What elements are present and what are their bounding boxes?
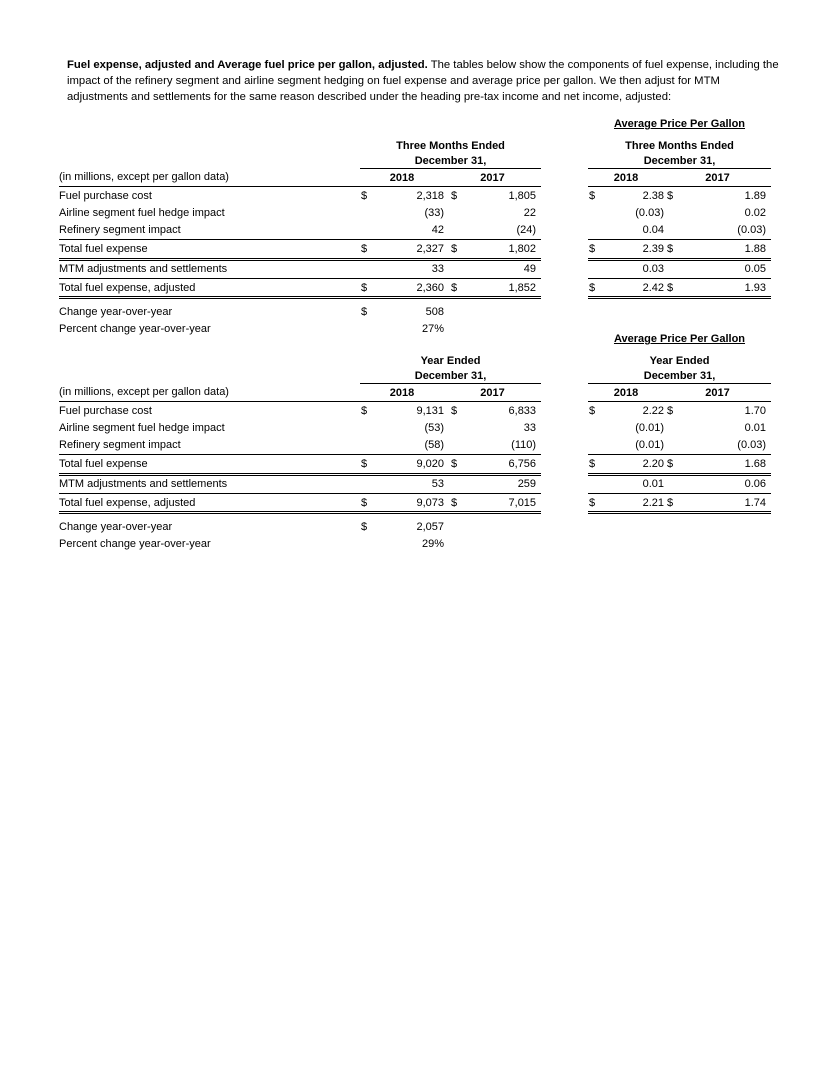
currency-cell — [588, 419, 600, 436]
currency-cell: $ — [588, 493, 600, 512]
row-label: Airline segment fuel hedge impact — [59, 207, 225, 220]
date-header-row — [588, 368, 771, 384]
currency-cell — [360, 419, 381, 436]
currency-cell: $ — [444, 278, 472, 297]
period-line2: December 31, — [360, 368, 541, 384]
table-row — [59, 474, 541, 493]
currency-cell: $ — [361, 306, 368, 319]
value-2018: 9,020 — [381, 455, 444, 474]
intro-body-text: The tables below show the components of fuel expense, including the impact of the refinery segment and airline segment hedging on fuel expense and average price per gallon. We then adjust for MTM adjustments and settlements for the same reason described under the heading pre-tax income and net income, adjusted: — [67, 59, 779, 104]
value-2017 — [472, 298, 541, 321]
value-2017: 33 — [523, 422, 537, 435]
value-2017: (0.03) — [680, 437, 771, 455]
table-row-total — [588, 240, 771, 259]
value-2017 — [472, 536, 541, 553]
avg-price-title: Average Price Per Gallon — [613, 118, 746, 130]
value-2018: (0.01) — [600, 437, 664, 455]
year-header-row — [59, 384, 541, 402]
currency-cell: $ — [664, 278, 680, 297]
row-label: Fuel purchase cost — [59, 404, 152, 417]
currency-cell: $ — [361, 189, 368, 202]
date-header-row — [59, 153, 541, 169]
currency-cell — [360, 321, 381, 338]
value-2018: (53) — [424, 422, 444, 435]
currency-cell: $ — [451, 189, 458, 202]
value-2018: 2.21 — [600, 493, 664, 512]
table-row — [588, 187, 771, 205]
currency-cell: $ — [360, 455, 381, 474]
table-row — [588, 419, 771, 436]
unit-note: (in millions, except per gallon data) — [59, 169, 360, 187]
row-label: Refinery segment impact — [59, 437, 360, 455]
value-2017: 49 — [472, 259, 541, 278]
intro-paragraph — [67, 57, 781, 105]
currency-cell: $ — [444, 455, 472, 474]
value-2017 — [472, 321, 541, 338]
period-line1: Year Ended — [420, 354, 481, 367]
value-2018: 2.20 — [600, 455, 664, 474]
currency-cell — [444, 419, 472, 436]
table-row-total — [59, 240, 541, 259]
currency-cell — [360, 222, 381, 240]
value-2017: 0.02 — [744, 207, 767, 220]
period-line2: December 31, — [360, 153, 541, 169]
value-2017: 259 — [472, 474, 541, 493]
fuel-expense-table-fy — [59, 353, 541, 553]
table-row — [588, 474, 771, 493]
currency-cell — [664, 474, 680, 493]
value-2018: (0.03) — [635, 207, 664, 220]
value-2018: 9,073 — [381, 493, 444, 512]
year-header-2017: 2017 — [664, 384, 771, 402]
currency-cell — [360, 536, 381, 553]
year-header-2018: 2018 — [588, 169, 664, 187]
row-label: Total fuel expense, adjusted — [59, 493, 360, 512]
value-2018: 0.01 — [600, 474, 664, 493]
value-2017: (24) — [472, 222, 541, 240]
avg-price-title: Average Price Per Gallon — [613, 333, 746, 345]
period-line2: December 31, — [588, 153, 771, 169]
value-2017: 1,805 — [508, 189, 537, 202]
value-2018: 2.22 — [642, 404, 664, 417]
currency-cell — [664, 259, 680, 278]
currency-cell: $ — [589, 404, 596, 417]
value-2018: 53 — [381, 474, 444, 493]
currency-cell: $ — [360, 278, 381, 297]
currency-cell — [444, 259, 472, 278]
fuel-expense-table-q4-wrap — [59, 138, 541, 338]
currency-cell — [444, 298, 472, 321]
value-2017: 1,802 — [472, 240, 541, 259]
period-header-row — [588, 138, 771, 153]
table-row — [59, 513, 541, 536]
value-2017: (0.03) — [680, 222, 771, 240]
currency-cell — [664, 204, 680, 221]
value-2017: 1.89 — [744, 189, 767, 202]
currency-cell — [360, 437, 381, 455]
currency-cell: $ — [588, 240, 600, 259]
year-header-2018: 2018 — [360, 169, 444, 187]
date-header-row — [588, 153, 771, 169]
value-2018: (33) — [424, 207, 444, 220]
year-header-2017: 2017 — [444, 384, 541, 402]
currency-cell — [444, 474, 472, 493]
value-2017: 1.74 — [680, 493, 771, 512]
year-header-2017: 2017 — [444, 169, 541, 187]
value-2017: 0.06 — [680, 474, 771, 493]
currency-cell — [444, 222, 472, 240]
row-label: Change year-over-year — [59, 306, 173, 319]
currency-cell: $ — [588, 278, 600, 297]
currency-cell — [664, 222, 680, 240]
table-row — [588, 204, 771, 221]
currency-cell: $ — [360, 240, 381, 259]
value-2018: 0.04 — [600, 222, 664, 240]
currency-cell — [444, 536, 472, 553]
table-row — [59, 437, 541, 455]
table-row — [59, 536, 541, 553]
value-2017: (110) — [472, 437, 541, 455]
value-2017: 0.05 — [680, 259, 771, 278]
table-row — [588, 259, 771, 278]
value-2018: 2.42 — [600, 278, 664, 297]
period-header-row — [59, 138, 541, 153]
table-row — [59, 204, 541, 221]
currency-cell: $ — [360, 493, 381, 512]
period-header-row — [59, 353, 541, 368]
value-2018: 27% — [421, 323, 444, 336]
currency-cell: $ — [664, 493, 680, 512]
table-row — [59, 419, 541, 436]
table-row-total — [59, 278, 541, 297]
table-row — [588, 222, 771, 240]
currency-cell: $ — [588, 455, 600, 474]
year-header-2018: 2018 — [360, 384, 444, 402]
value-2017: 1.88 — [680, 240, 771, 259]
currency-cell: $ — [361, 521, 368, 534]
row-label: MTM adjustments and settlements — [59, 259, 360, 278]
value-2018: 2,057 — [416, 521, 444, 534]
currency-cell — [588, 204, 600, 221]
period-line2: December 31, — [588, 368, 771, 384]
year-header-2018: 2018 — [588, 384, 664, 402]
currency-cell — [588, 437, 600, 455]
value-2018: 0.03 — [600, 259, 664, 278]
table-row-total — [588, 455, 771, 474]
table-row — [59, 402, 541, 420]
value-2018: (0.01) — [635, 422, 664, 435]
row-label: Change year-over-year — [59, 521, 173, 534]
currency-cell — [444, 437, 472, 455]
currency-cell — [588, 222, 600, 240]
table-row-total — [59, 493, 541, 512]
value-2017: 1.70 — [744, 404, 767, 417]
currency-cell: $ — [667, 189, 674, 202]
row-label: Airline segment fuel hedge impact — [59, 422, 225, 435]
value-2018: 2.38 — [642, 189, 664, 202]
value-2018: 42 — [381, 222, 444, 240]
table-row — [59, 321, 541, 338]
currency-cell: $ — [444, 493, 472, 512]
table-row — [59, 259, 541, 278]
date-header-row — [59, 368, 541, 384]
table-row — [59, 298, 541, 321]
period-header-row — [588, 353, 771, 368]
value-2018: (58) — [381, 437, 444, 455]
row-label: Refinery segment impact — [59, 222, 360, 240]
avg-price-table-fy-wrap — [588, 333, 771, 514]
currency-cell — [360, 259, 381, 278]
year-header-row — [588, 384, 771, 402]
value-2018: 2,360 — [381, 278, 444, 297]
value-2018: 29% — [421, 538, 444, 551]
value-2018: 33 — [381, 259, 444, 278]
avg-price-table-fy — [588, 353, 771, 514]
row-label: Total fuel expense — [59, 240, 360, 259]
currency-cell: $ — [664, 455, 680, 474]
table-row-total — [588, 493, 771, 512]
year-header-2017: 2017 — [664, 169, 771, 187]
table-row — [588, 437, 771, 455]
currency-cell: $ — [664, 240, 680, 259]
row-label: Total fuel expense, adjusted — [59, 278, 360, 297]
currency-cell — [664, 419, 680, 436]
value-2017: 6,833 — [508, 404, 537, 417]
value-2018: 508 — [425, 306, 444, 319]
currency-cell — [588, 474, 600, 493]
value-2017: 6,756 — [472, 455, 541, 474]
value-2018: 9,131 — [416, 404, 444, 417]
value-2018: 2.39 — [600, 240, 664, 259]
period-line1: Three Months Ended — [396, 139, 505, 152]
value-2017 — [472, 513, 541, 536]
table-row — [588, 402, 771, 420]
table-row — [59, 222, 541, 240]
period-line1: Year Ended — [649, 354, 710, 367]
value-2017: 7,015 — [472, 493, 541, 512]
unit-note: (in millions, except per gallon data) — [59, 384, 360, 402]
currency-cell: $ — [361, 404, 368, 417]
currency-cell: $ — [444, 240, 472, 259]
currency-cell — [664, 437, 680, 455]
currency-cell — [444, 513, 472, 536]
row-label: Percent change year-over-year — [59, 538, 211, 551]
currency-cell — [588, 259, 600, 278]
intro-lead-bold: Fuel expense, adjusted and Average fuel price per gallon, adjusted. — [67, 59, 428, 72]
value-2018: 2,318 — [416, 189, 444, 202]
table-row-total — [59, 455, 541, 474]
currency-cell — [444, 204, 472, 221]
value-2017: 1.93 — [680, 278, 771, 297]
value-2017: 1,852 — [472, 278, 541, 297]
value-2017: 22 — [523, 207, 537, 220]
currency-cell: $ — [589, 189, 596, 202]
period-line1: Three Months Ended — [625, 139, 734, 152]
avg-price-table-q4-wrap — [588, 118, 771, 299]
row-label: Percent change year-over-year — [59, 323, 211, 336]
year-header-row — [59, 169, 541, 187]
fuel-expense-table-fy-wrap — [59, 353, 541, 553]
value-2017: 1.68 — [680, 455, 771, 474]
currency-cell: $ — [451, 404, 458, 417]
avg-price-table-q4 — [588, 138, 771, 299]
value-2018: 2,327 — [381, 240, 444, 259]
row-label: Total fuel expense — [59, 455, 360, 474]
row-label: Fuel purchase cost — [59, 189, 152, 202]
currency-cell — [360, 204, 381, 221]
table-row-total — [588, 278, 771, 297]
fuel-expense-table-q4 — [59, 138, 541, 338]
currency-cell — [444, 321, 472, 338]
year-header-row — [588, 169, 771, 187]
value-2017: 0.01 — [744, 422, 767, 435]
row-label: MTM adjustments and settlements — [59, 474, 360, 493]
currency-cell — [360, 474, 381, 493]
currency-cell: $ — [667, 404, 674, 417]
table-row — [59, 187, 541, 205]
